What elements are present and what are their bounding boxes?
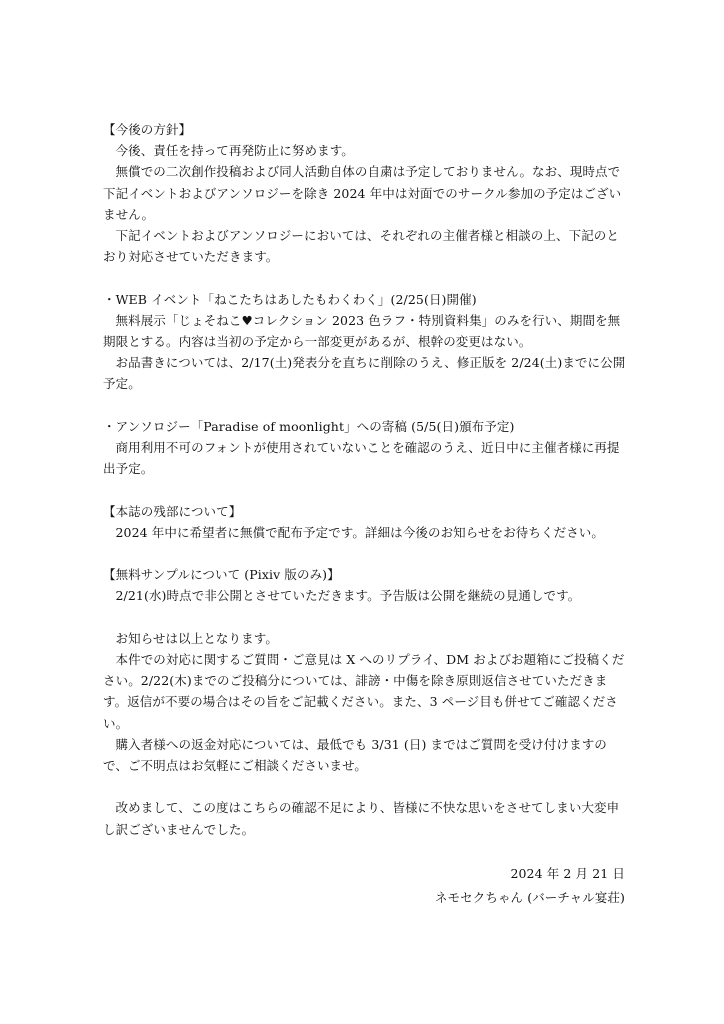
policy-paragraph: 下記イベントおよびアンソロジーにおいては、それぞれの主催者様と相談の上、下記のとおり対応させていただきます。 (103, 228, 620, 265)
remaining-copies-heading: 【本誌の残部について】 (103, 503, 242, 519)
closing-paragraph: お知らせは以上となります。 (115, 630, 278, 646)
document-body (103, 119, 627, 840)
policy-paragraph: 無償での二次創作投稿および同人活動自体の自粛は予定しておりません。なお、現時点で下記イベントおよびアンソロジーを除き 2024 年中は対面でのサークル参加の予定はございません。 (103, 164, 622, 222)
anthology-section (103, 416, 627, 480)
policy-section (103, 119, 627, 267)
policy-paragraph: 今後、責任を持って再発防止に努めます。 (115, 143, 354, 159)
web-event-section (103, 289, 627, 395)
spacer (103, 543, 627, 564)
spacer (103, 607, 627, 628)
closing-paragraph: 本件での対応に関するご質問・ご意見は X へのリプライ、DM およびお題箱にご投稿ください。2/22(木)までのご投稿分については、誹謗・中傷を除き原則返信させていただきます。返信が不要の場合はその旨をご記載ください。また、3 ページ目も併せてご確認ください。 (103, 652, 625, 731)
anthology-heading: ・アンソロジー「Paradise of moonlight」への寄稿 (5/5(日)頒布予定) (103, 418, 515, 434)
signature-block (103, 862, 625, 910)
signature-author: ネモセクちゃん (バーチャル宴荘) (434, 890, 625, 905)
anthology-paragraph: 商用利用不可のフォントが使用されていないことを確認のうえ、近日中に主催者様に再提出予定。 (103, 440, 620, 477)
spacer (103, 395, 627, 416)
apology-paragraph: 改めまして、この度はこちらの確認不足により、皆様に不快な思いをさせてしまい大変申し訳ございませんでした。 (103, 800, 620, 837)
policy-heading: 【今後の方針】 (103, 122, 192, 137)
free-sample-section (103, 564, 627, 606)
closing-section (103, 628, 627, 776)
spacer (103, 267, 627, 288)
apology-section (103, 797, 627, 839)
remaining-copies-paragraph: 2024 年中に希望者に無償で配布予定です。詳細は今後のお知らせをお待ちください。 (115, 524, 605, 540)
web-event-paragraph: お品書きについては、2/17(土)発表分を直ちに削除のうえ、修正版を 2/24(土)までに公開予定。 (103, 355, 626, 392)
free-sample-heading: 【無料サンプルについて (Pixiv 版のみ)】 (103, 567, 340, 583)
remaining-copies-section (103, 501, 627, 543)
web-event-paragraph: 無料展示「じょそねこ♥コレクション 2023 色ラフ・特別資料集」のみを行い、期間を無期限とする。内容は当初の予定から一部変更があるが、根幹の変更はない。 (103, 312, 621, 350)
free-sample-paragraph: 2/21(水)時点で非公開とさせていただきます。予告版は公開を継続の見通しです。 (115, 588, 581, 604)
signature-date: 2024 年 2 月 21 日 (510, 866, 625, 881)
spacer (103, 479, 627, 500)
web-event-heading: ・WEB イベント「ねこたちはあしたもわくわく」(2/25(日)開催) (103, 291, 477, 307)
spacer (103, 776, 627, 797)
closing-paragraph: 購入者様への返金対応については、最低でも 3/31 (日) まではご質問を受け付けますので、ご不明点はお気軽にご相談くださいませ。 (103, 736, 607, 774)
